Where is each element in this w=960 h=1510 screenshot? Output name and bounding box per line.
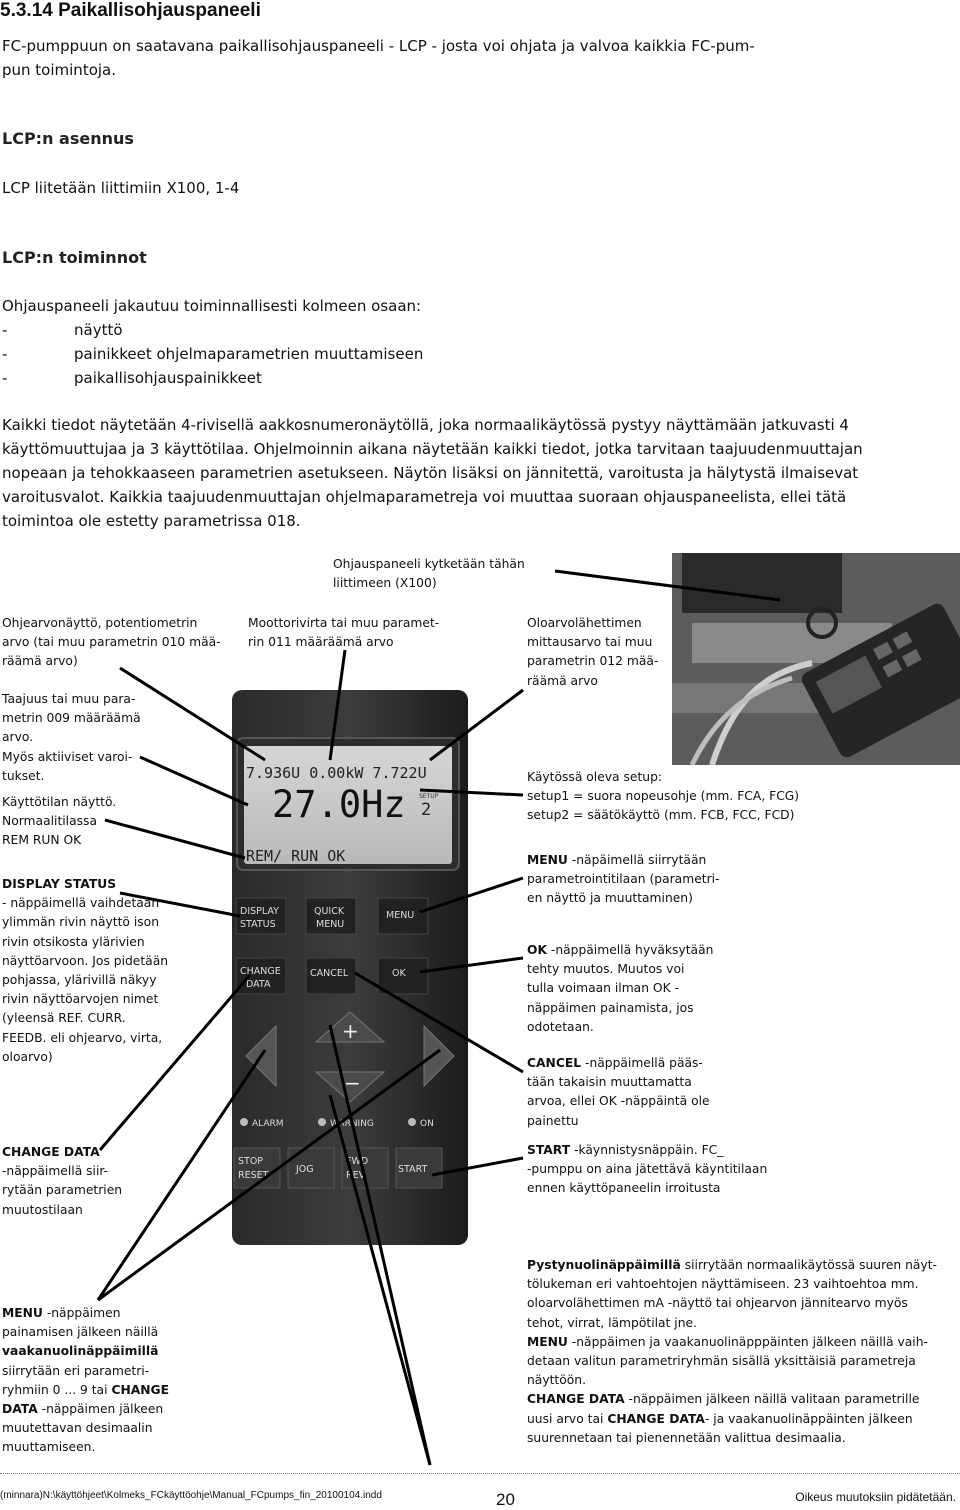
- cancel-key[interactable]: [306, 958, 356, 994]
- label-start: START -käynnistysnäppäin. FC_ -pumppu on aina jätettävä käyntitilaan ennen käyttöpaneelin irroitusta: [527, 1143, 768, 1196]
- footer-rights-notice: Oikeus muutoksiin pidätetään.: [795, 1490, 956, 1504]
- svg-text:MENU: MENU: [316, 919, 345, 930]
- display-line-1: 7.936U 0.00kW 7.722U: [246, 764, 427, 782]
- display-big-value: 27.0Hz: [272, 783, 406, 826]
- svg-text:DISPLAY: DISPLAY: [240, 906, 279, 917]
- svg-text:CHANGE: CHANGE: [240, 966, 281, 977]
- quick-menu-key[interactable]: [306, 898, 356, 934]
- intro-line: pun toimintoja.: [2, 61, 117, 79]
- description-line: Kaikki tiedot näytetään 4-rivisellä aakkosnumeronäytöllä, joka normaalikäytössä pystyy näyttämään jatkuvasti 4: [2, 416, 849, 434]
- description-line: nopeaan ja tehokkaaseen parametrien asetukseen. Näytön lisäksi on jännitettä, varoitusta ja hälytystä ilmaisevat: [2, 464, 859, 482]
- label-change-data: CHANGE DATA -näppäimellä siir- rytään parametrien muutostilaan: [2, 1145, 123, 1217]
- label-horizontal-arrows: MENU -näppäimen painamisen jälkeen näillä vaakanuolinäppäimillä siirrytään eri parametri- ryhmiin 0 ... 9 tai CHANGE DATA -näppäimen jälkeen muutettavan desimaalin muuttamiseen.: [2, 1306, 170, 1455]
- display-setup-number: 2: [421, 800, 432, 820]
- svg-text:MENU: MENU: [386, 910, 415, 921]
- section-title: 5.3.14 Paikallisohjauspaneeli: [0, 0, 261, 21]
- svg-text:CANCEL: CANCEL: [310, 968, 349, 979]
- page-number: 20: [496, 1490, 515, 1509]
- warning-led: [318, 1118, 326, 1126]
- list-item: - paikallisohjauspainikkeet: [2, 369, 262, 387]
- on-led: [408, 1118, 416, 1126]
- label-operating-mode: Käyttötilan näyttö. Normaalitilassa REM RUN OK: [2, 795, 117, 848]
- label-ok: OK -näppäimellä hyväksytään tehty muutos. Muutos voi tulla voimaan ilman OK - näppäimen painamista, jos odotetaan.: [527, 943, 714, 1034]
- alarm-led: [240, 1118, 248, 1126]
- svg-text:DATA: DATA: [246, 979, 271, 990]
- description-line: käyttömuuttujaa ja 3 käyttötilaa. Ohjelmoinnin aikana näytetään kaikki tiedot, jotka tarvitaan taajuudenmuuttajan: [2, 440, 863, 458]
- list-item: - painikkeet ohjelmaparametrien muuttamiseen: [2, 345, 424, 363]
- minus-icon: −: [344, 1071, 361, 1095]
- footer-divider: [0, 1473, 960, 1474]
- install-text: LCP liitetään liittimiin X100, 1-4: [2, 179, 240, 197]
- functions-intro: Ohjauspaneeli jakautuu toiminnallisesti kolmeen osaan:: [2, 297, 422, 315]
- install-heading: LCP:n asennus: [2, 129, 134, 148]
- svg-text:OK: OK: [392, 968, 406, 979]
- label-setpoint-display: Ohjearvonäyttö, potentiometrin arvo (tai muu parametrin 010 mää- räämä arvo): [2, 616, 221, 669]
- intro-paragraph: [2, 34, 755, 82]
- label-connector: Ohjauspaneeli kytketään tähän liittimeen (X100): [333, 557, 525, 591]
- label-display-status: DISPLAY STATUS - näppäimellä vaihdetaan ylimmän rivin näyttö ison rivin otsikosta ylärivien näyttöarvoon. Jos pidetään pohjassa, ylärivillä näkyy rivin näyttöarvojen nimet (yleensä REF. CURR. FEEDB. eli ohjearvo, virta, oloarvo): [2, 877, 169, 1064]
- label-cancel: CANCEL -näppäimellä pääs- tään takaisin muuttamatta arvoa, ellei OK -näppäintä ole painettu: [527, 1056, 710, 1128]
- description-line: toimintoa ole estetty parametrissa 018.: [2, 512, 301, 530]
- display-status-key[interactable]: [236, 898, 286, 934]
- svg-text:JOG: JOG: [296, 1164, 314, 1175]
- pointer-line: [105, 820, 245, 858]
- svg-text:START: START: [398, 1164, 428, 1175]
- plus-icon: +: [342, 1019, 359, 1043]
- label-frequency: Taajuus tai muu para- metrin 009 määräämä arvo. Myös aktiiviset varoi- tukset.: [2, 692, 141, 783]
- label-active-setup: Käytössä oleva setup: setup1 = suora nopeusohje (mm. FCA, FCG) setup2 = säätökäyttö (mm. FCB, FCC, FCD): [527, 770, 800, 823]
- intro-line: FC-pumppuun on saatavana paikallisohjauspaneeli - LCP - josta voi ohjata ja valvoa kaikkia FC-pum-: [2, 37, 755, 55]
- jog-key[interactable]: [288, 1148, 334, 1188]
- functions-list: [2, 294, 423, 390]
- label-feedback-transmitter: Oloarvolähettimen mittausarvo tai muu parametrin 012 mää- räämä arvo: [527, 616, 659, 688]
- svg-text:FWD: FWD: [346, 1156, 369, 1167]
- display-status-line: REM/ RUN OK: [246, 847, 346, 865]
- on-label: ON: [420, 1119, 434, 1129]
- start-key[interactable]: [396, 1148, 442, 1188]
- label-menu: MENU -näpäimellä siirrytään parametrointitilaan (parametri- en näyttö ja muuttaminen): [527, 853, 720, 906]
- change-data-key[interactable]: [236, 958, 286, 994]
- warning-label: WARNING: [330, 1119, 374, 1129]
- alarm-label: ALARM: [252, 1119, 284, 1129]
- stop-reset-key[interactable]: [234, 1148, 280, 1188]
- svg-text:STATUS: STATUS: [240, 919, 276, 930]
- fwd-rev-key[interactable]: [342, 1148, 388, 1188]
- list-item: - näyttö: [2, 321, 123, 339]
- functions-heading: LCP:n toiminnot: [2, 248, 147, 267]
- svg-text:REV.: REV.: [346, 1170, 367, 1181]
- description-paragraph: [2, 413, 863, 533]
- svg-text:STOP: STOP: [238, 1156, 264, 1167]
- lcp-panel-photo: [232, 690, 468, 1245]
- menu-key[interactable]: [378, 898, 428, 934]
- label-motor-current: Moottorivirta tai muu paramet- rin 011 määräämä arvo: [248, 616, 440, 650]
- description-line: varoitusvalot. Kaikkia taajuudenmuuttajan ohjelmaparametreja voi muuttaa suoraan ohjauspaneelista, ellei tätä: [2, 488, 847, 506]
- svg-text:RESET: RESET: [238, 1170, 269, 1181]
- drive-housing: [682, 553, 842, 613]
- ok-key[interactable]: [378, 958, 428, 994]
- svg-text:QUICK: QUICK: [314, 906, 345, 917]
- footer-file-path: (minnara)N:\käyttöhjeet\Kolmeks_FCkäyttöohje\Manual_FCpumps_fin_20100104.indd: [0, 1490, 382, 1501]
- label-vertical-arrows: Pystynuolinäppäimillä siirrytään normaalikäytössä suuren näyt- tölukeman eri vahtoehtojen näyttämiseen. 23 vaihtoehtoa mm. oloarvolähettimen mA -näyttö tai ohjearvon jännitearvo myös tehot, virrat, lämpötilat jne. MENU -näppäimen ja vaakanuolinäpppäinten jälkeen näillä vaih- detaan valitun parametriryhmän sisällä yksittäisiä parametreja näyttöön. CHANGE DATA -näppäimen jälkeen näillä valitaan parametrille uusi arvo tai CHANGE DATA- ja vaakanuolinäppäinten jälkeen suurennetaan tai pienennetään valittua desimaalia.: [527, 1258, 937, 1445]
- display-setup-label: SETUP: [419, 793, 439, 800]
- connector-cable-photo: [672, 553, 960, 765]
